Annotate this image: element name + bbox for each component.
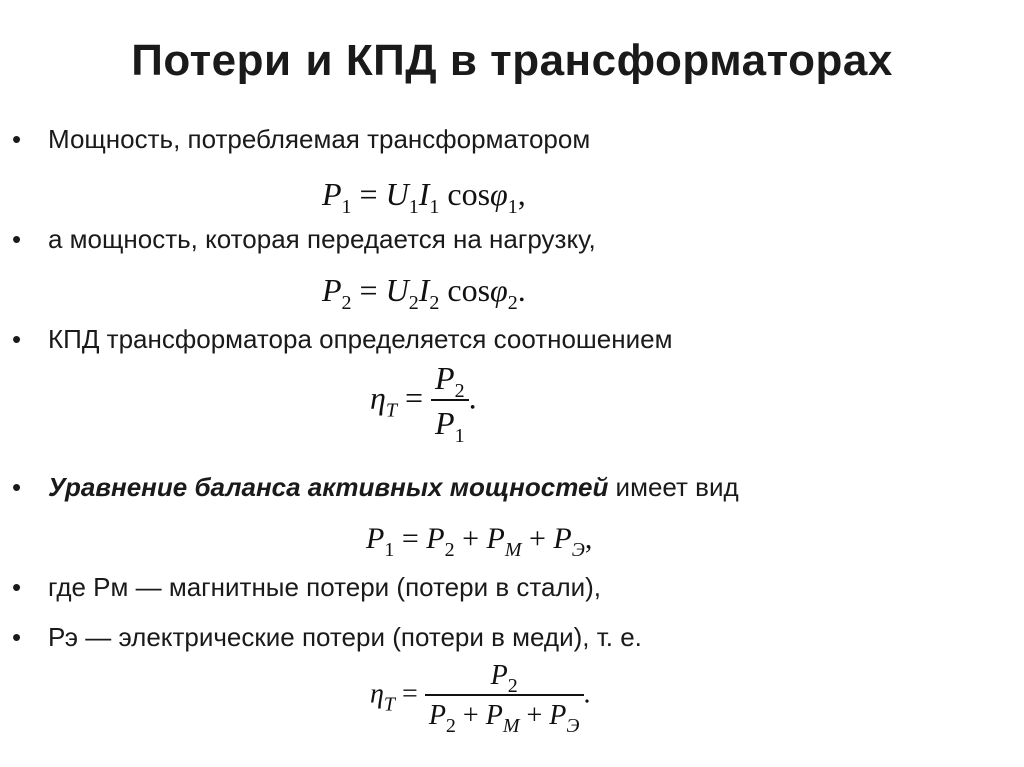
formula-balance: $P_1 = P_2 + P_M + P_Э$, bbox=[366, 522, 593, 561]
bullet-power-transmitted bbox=[12, 224, 596, 255]
formula-p2: $P_2 = U_2I_2$ cosφ$_2$. bbox=[322, 272, 526, 314]
bullet-efficiency-definition bbox=[12, 324, 672, 355]
bullet-electric-losses bbox=[12, 622, 642, 653]
bullet-marker: • bbox=[12, 472, 22, 502]
formula-p1: $P_1 = U_1I_1$ cosφ$_1$, bbox=[322, 176, 526, 218]
bullet-text: Мощность, потребляемая трансформатором bbox=[48, 124, 591, 154]
fraction: $\frac{P_2}{P_1}$ bbox=[431, 360, 469, 442]
bullet-text: КПД трансформатора определяется соотношением bbox=[48, 324, 673, 354]
fraction: $\frac{P_2}{P_2 + P_M + P_Э}$ bbox=[425, 660, 584, 732]
bullet-text: где Рм — магнитные потери (потери в стали), bbox=[48, 572, 602, 602]
bullet-text: а мощность, которая передается на нагрузку, bbox=[48, 224, 596, 254]
bullet-marker: • bbox=[12, 224, 22, 254]
bullet-marker: • bbox=[12, 622, 22, 652]
bullet-power-consumed bbox=[12, 124, 590, 155]
bullet-text: Рэ — электрические потери (потери в меди), т. е. bbox=[48, 622, 642, 652]
formula-efficiency: $\eta_T$ = $\frac{P_2}{P_1}$ . bbox=[370, 360, 477, 447]
bullet-marker: • bbox=[12, 572, 22, 602]
title-part-2: и КПД в трансформаторах bbox=[305, 36, 893, 85]
formula-efficiency-expanded: $\eta_T$ = $\frac{P_2}{P_2 + P_M + P_Э}$ . bbox=[370, 660, 591, 737]
bullet-marker: • bbox=[12, 124, 22, 154]
bullet-text: имеет вид bbox=[608, 472, 739, 502]
bullet-magnetic-losses bbox=[12, 572, 601, 603]
bullet-emphasis: Уравнение баланса активных мощностей bbox=[48, 472, 609, 502]
bullet-marker: • bbox=[12, 324, 22, 354]
title-part-1: Потери bbox=[131, 36, 292, 85]
slide-title bbox=[0, 36, 1024, 86]
bullet-balance-equation bbox=[12, 472, 739, 503]
